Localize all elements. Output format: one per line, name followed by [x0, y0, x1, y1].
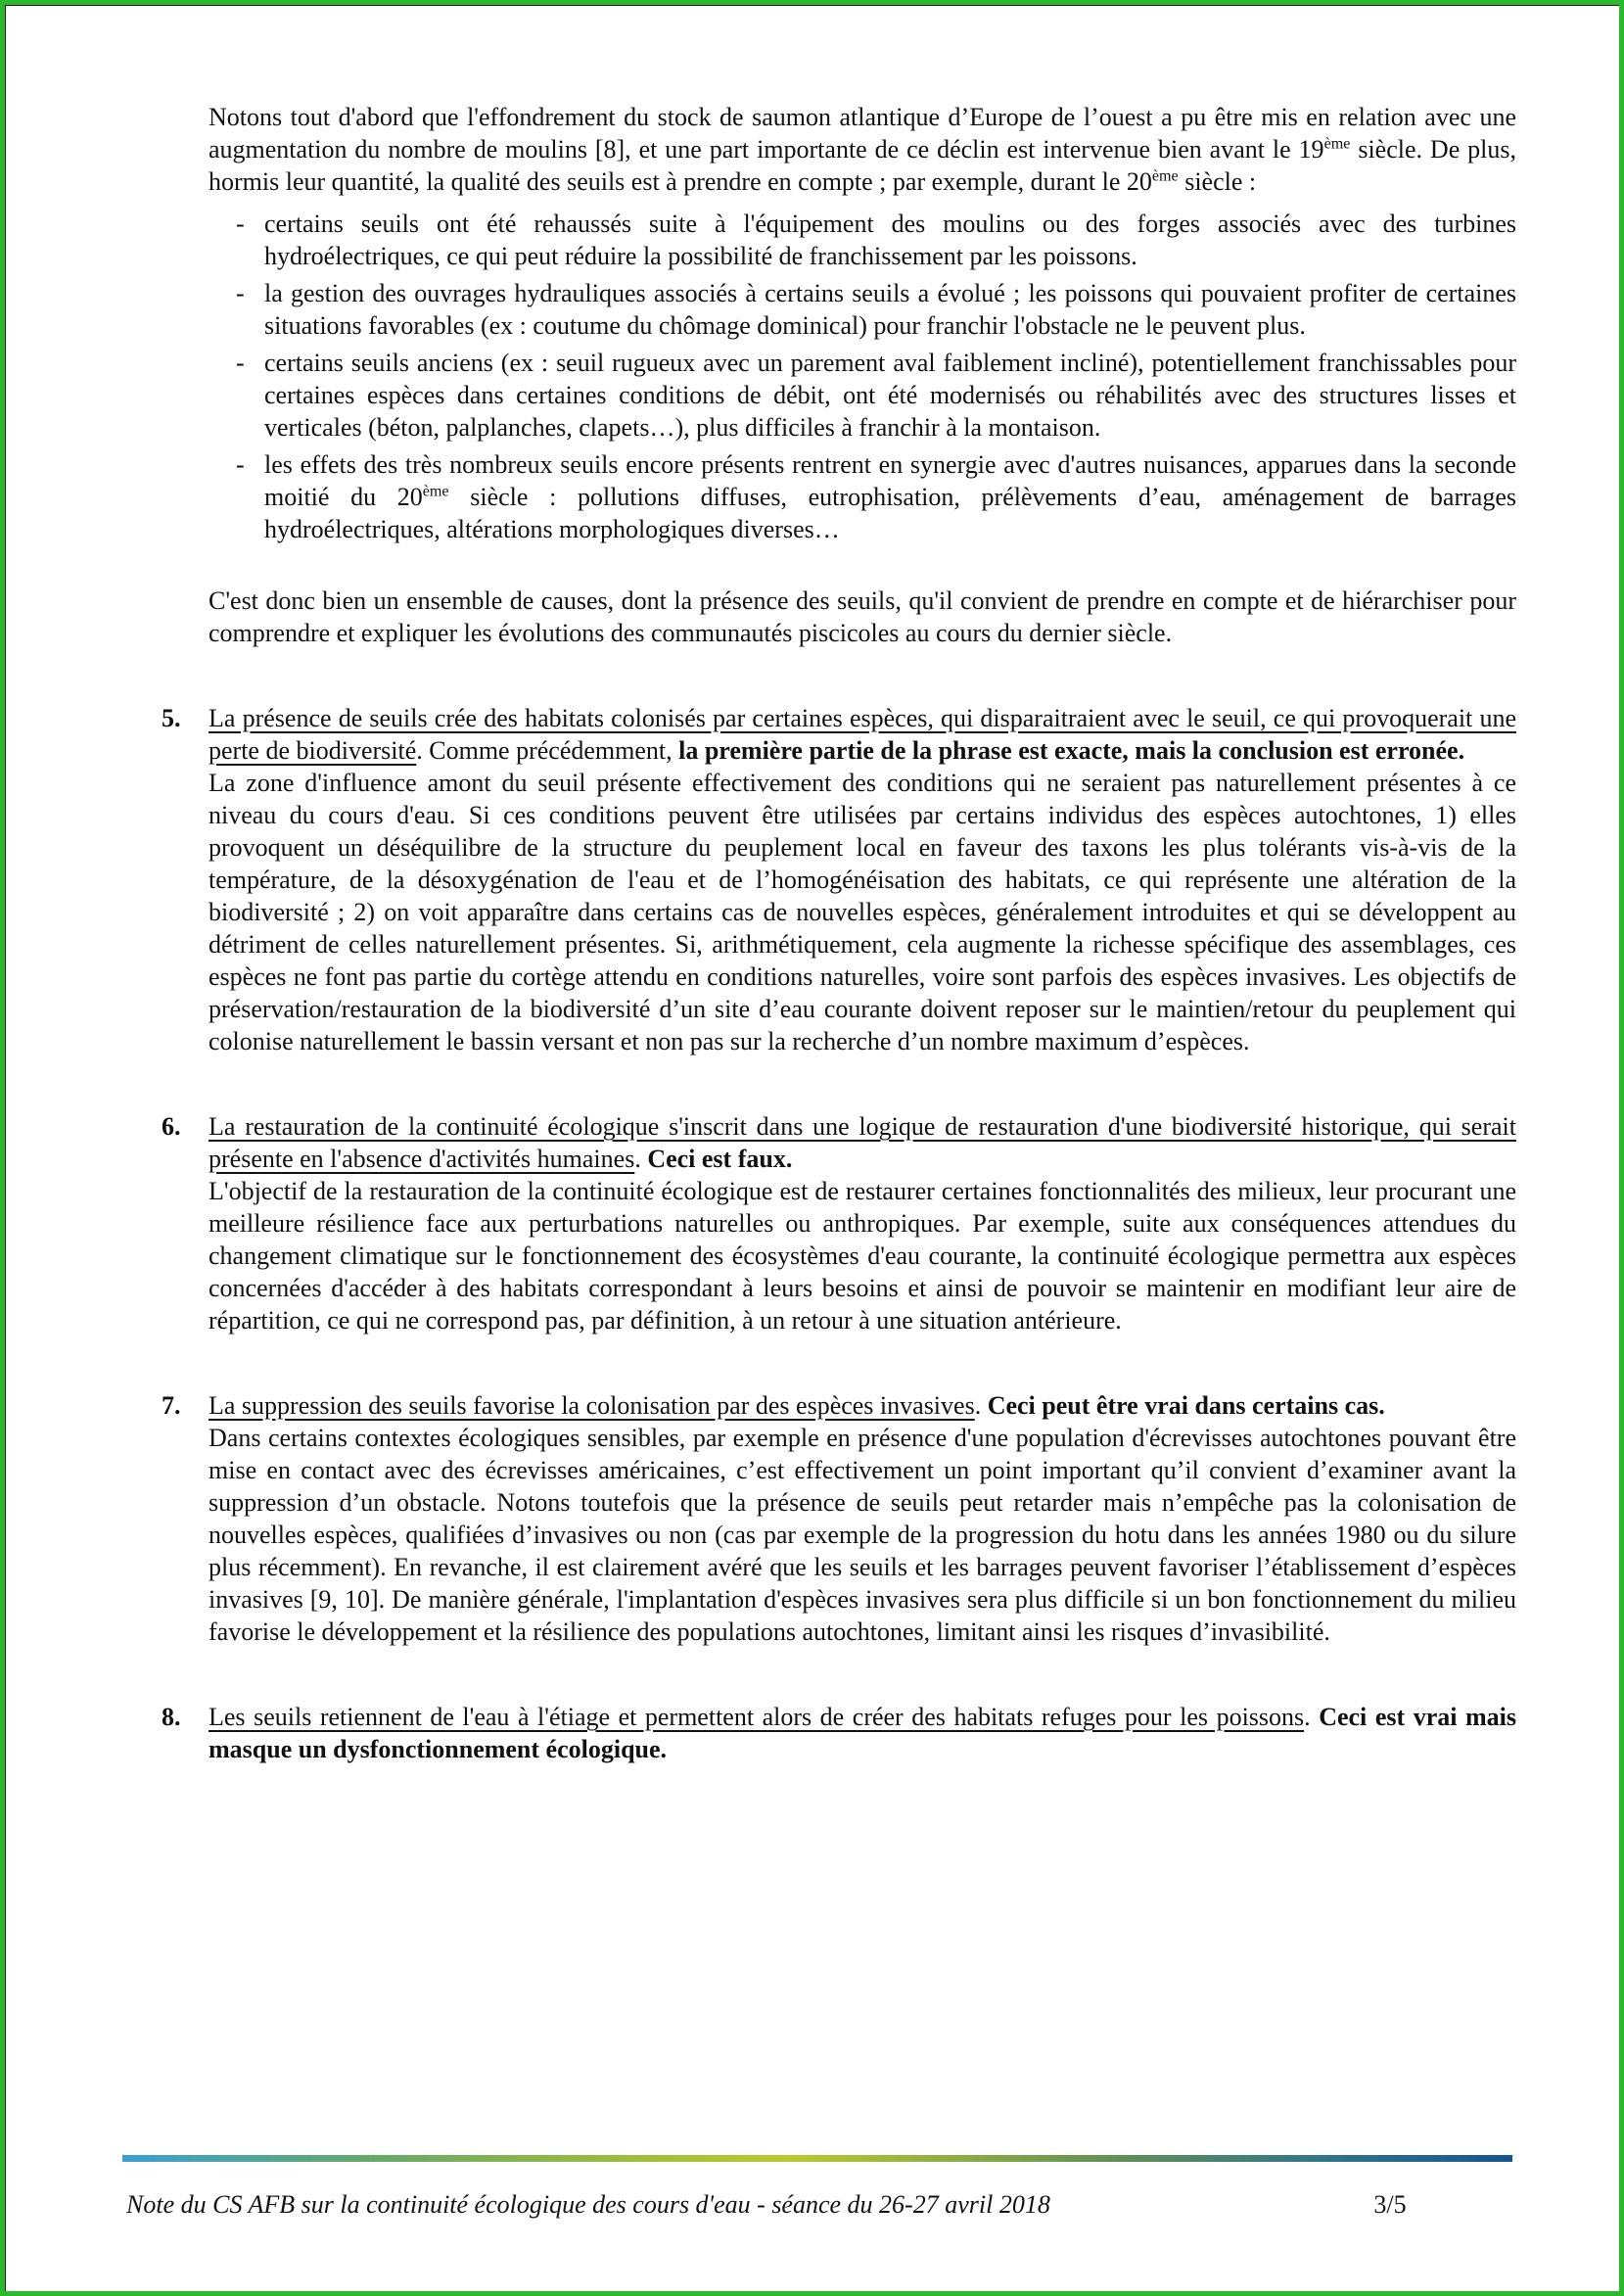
item-number: 5.	[162, 704, 181, 732]
item-connector: .	[634, 1145, 648, 1173]
item-connector: .	[974, 1391, 988, 1420]
ordinal-superscript: ème	[1323, 135, 1351, 153]
item-claim: La présence de seuils crée des habitats colonisés par certaines espèces, qui disparaitraient avec le seuil, ce qui provoquerait une perte de biodiversité	[209, 704, 1516, 765]
item-number: 7.	[162, 1391, 181, 1420]
page-number: 3/5	[1373, 2190, 1407, 2219]
bullet-text-part-2: siècle : pollutions diffuses, eutrophisation, prélèvements d’eau, aménagement de barrages hydroélectriques, altérations morphologiques diverses…	[264, 483, 1516, 543]
bullet-text: certains seuils anciens (ex : seuil rugueux avec un parement aval faiblement incliné), potentiellement franchissables pour certaines espèces dans certaines conditions de débit, ont été modernisés ou réhabilités avec des structures lisses et verticales (béton, palplanches, clapets…), plus difficiles à franchir à la montaison.	[264, 349, 1516, 442]
item-body: L'objectif de la restauration de la continuité écologique est de restaurer certaines fonctionnalités des milieux, leur procurant une meilleure résilience face aux perturbations naturelles ou anthropiques. Par exemple, suite aux conséquences attendues du changement climatique sur le fonctionnement des écosystèmes d'eau courante, la continuité écologique permettra aux espèces concernées d'accéder à des habitats correspondant à leurs besoins et ainsi de pouvoir se maintenir en modifiant leur aire de répartition, ce qui ne correspond pas, par définition, à un retour à une situation antérieure.	[209, 1177, 1516, 1335]
item-verdict: Ceci est faux.	[647, 1145, 793, 1173]
item-claim: Les seuils retiennent de l'eau à l'étiage et permettent alors de créer des habitats refuges pour les poissons	[209, 1703, 1305, 1731]
bullet-dash: -	[236, 450, 245, 479]
intro-text-2: siècle. De plus, hormis leur quantité, la qualité des seuils est à prendre en compte ; par exemple, durant le 20	[209, 135, 1517, 196]
ordinal-superscript: ème	[1151, 167, 1179, 185]
item-claim: La suppression des seuils favorise la colonisation par des espèces invasives	[209, 1391, 975, 1420]
footer-gradient-rule	[122, 2155, 1512, 2162]
intro-text-3: siècle :	[1178, 167, 1257, 196]
item-verdict: Ceci est vrai mais masque un dysfonctionnement écologique.	[209, 1703, 1516, 1763]
item-claim-line	[209, 702, 1516, 767]
list-item	[209, 277, 1516, 342]
item-connector: . Comme précédemment,	[416, 736, 679, 765]
closing-paragraph: C'est donc bien un ensemble de causes, dont la présence des seuils, qu'il convient de prendre en compte et de hiérarchiser pour comprendre et expliquer les évolutions des communautés piscicoles au cours du dernier siècle.	[209, 586, 1516, 647]
item-claim-line	[209, 1701, 1516, 1765]
item-number: 6.	[162, 1112, 181, 1141]
item-claim-line	[209, 1389, 1516, 1422]
item-claim-line	[209, 1110, 1516, 1175]
bullet-dash: -	[236, 279, 245, 307]
item-connector: .	[1304, 1703, 1320, 1731]
item-claim: La restauration de la continuité écologique s'inscrit dans une logique de restauration d'une biodiversité historique, qui serait présente en l'absence d'activités humaines	[209, 1112, 1516, 1173]
bullet-dash: -	[236, 349, 245, 377]
bullet-dash: -	[236, 210, 245, 238]
list-item	[209, 347, 1516, 444]
bullet-text	[264, 448, 1516, 545]
item-verdict: la première partie de la phrase est exacte, mais la conclusion est erronée.	[678, 736, 1465, 765]
list-item	[209, 448, 1516, 545]
numbered-item-8	[162, 1701, 1516, 1765]
numbered-item-6	[162, 1110, 1516, 1336]
intro-paragraph	[209, 101, 1516, 198]
item-body: La zone d'influence amont du seuil présente effectivement des conditions qui ne seraient pas naturellement présentes à ce niveau du cours d'eau. Si ces conditions peuvent être utilisées par certains individus des espèces autochtones, 1) elles provoquent un déséquilibre de la structure du peuplement local en faveur des taxons les plus tolérants vis-à-vis de la température, de la désoxygénation de l'eau et de l’homogénéisation des habitats, ce qui représente une altération de la biodiversité ; 2) on voit apparaître dans certains cas de nouvelles espèces, généralement introduites et qui se développent au détriment de celles naturellement présentes. Si, arithmétiquement, cela augmente la richesse spécifique des assemblages, ces espèces ne font pas partie du cortège attendu en conditions naturelles, voire sont parfois des espèces invasives. Les objectifs de préservation/restauration de la biodiversité d’un site d’eau courante doivent reposer sur le maintien/retour du peuplement qui colonise naturellement le bassin versant et non pas sur la recherche d’un nombre maximum d’espèces.	[209, 769, 1516, 1055]
item-number: 8.	[162, 1703, 181, 1731]
bullet-text-part-1: les effets des très nombreux seuils encore présents rentrent en synergie avec d'autres nuisances, apparues dans la seconde moitié du 20	[264, 450, 1516, 511]
list-item	[209, 208, 1516, 272]
page-content	[162, 101, 1517, 1765]
numbered-item-5	[162, 702, 1516, 1057]
footer-note: Note du CS AFB sur la continuité écologique des cours d'eau - séance du 26-27 avril 2018	[126, 2190, 1050, 2219]
numbered-item-7	[162, 1389, 1516, 1648]
ordinal-superscript: ème	[422, 483, 449, 500]
bullet-text: certains seuils ont été rehaussés suite à l'équipement des moulins ou des forges associés avec des turbines hydroélectriques, ce qui peut réduire la possibilité de franchissement par les poissons.	[264, 210, 1516, 270]
intro-text-1: Notons tout d'abord que l'effondrement du stock de saumon atlantique d’Europe de l’ouest a pu être mis en relation avec une augmentation du nombre de moulins [8], et une part importante de ce déclin est intervenue bien avant le 19	[209, 103, 1516, 164]
item-body: Dans certains contextes écologiques sensibles, par exemple en présence d'une population d'écrevisses autochtones pouvant être mise en contact avec des écrevisses américaines, c’est effectivement un point important qu’il convient d’examiner avant la suppression d’un obstacle. Notons toutefois que la présence de seuils peut retarder mais n’empêche pas la colonisation de nouvelles espèces, qualifiées d’invasives ou non (cas par exemple de la progression du hotu dans les années 1980 ou du silure plus récemment). En revanche, il est clairement avéré que les seuils et les barrages peuvent favoriser l’établissement d’espèces invasives [9, 10]. De manière générale, l'implantation d'espèces invasives sera plus difficile si un bon fonctionnement du milieu favorise le développement et la résilience des populations autochtones, limitant ainsi les risques d’invasibilité.	[209, 1424, 1516, 1646]
item-verdict: Ceci peut être vrai dans certains cas.	[987, 1391, 1385, 1420]
bullet-list	[209, 208, 1516, 545]
bullet-text: la gestion des ouvrages hydrauliques associés à certains seuils a évolué ; les poissons qui pouvaient profiter de certaines situations favorables (ex : coutume du chômage dominical) pour franchir l'obstacle ne le peuvent plus.	[264, 279, 1516, 340]
